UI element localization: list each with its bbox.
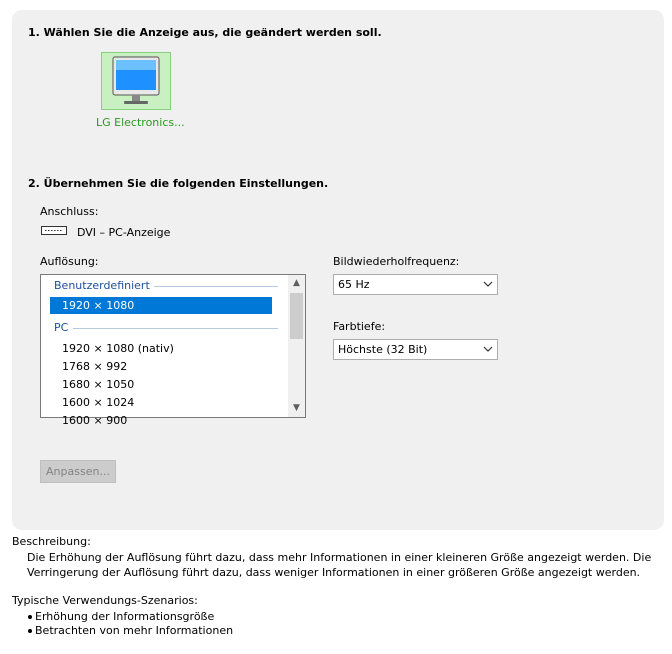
section-2-heading: 2. Übernehmen Sie die folgenden Einstellungen. bbox=[28, 177, 329, 190]
scenario-text: Erhöhung der Informationsgröße bbox=[35, 610, 215, 623]
description-line: Verringerung der Auflösung führt dazu, dass weniger Informationen in einer größeren Größe angezeigt werden. bbox=[27, 566, 641, 579]
list-item[interactable]: 1600 × 1024 bbox=[62, 396, 135, 409]
resolution-label: Auflösung: bbox=[40, 255, 99, 268]
list-item[interactable]: 1768 × 992 bbox=[62, 360, 128, 373]
list-item[interactable]: 1680 × 1050 bbox=[62, 378, 135, 391]
group-header-custom: Benutzerdefiniert bbox=[54, 279, 150, 292]
dvi-connector-icon bbox=[41, 226, 67, 235]
scroll-up-icon[interactable]: ▲ bbox=[293, 278, 300, 288]
scenarios-label: Typische Verwendungs-Szenarios: bbox=[12, 594, 198, 607]
scroll-thumb[interactable] bbox=[290, 293, 303, 339]
resolution-listbox[interactable] bbox=[40, 274, 306, 427]
group-header-pc: PC bbox=[54, 321, 69, 334]
description-line: Die Erhöhung der Auflösung führt dazu, dass mehr Informationen in einer kleineren Größe angezeigt werden. Die bbox=[27, 551, 652, 564]
display-tile[interactable] bbox=[101, 52, 171, 110]
connection-label: Anschluss: bbox=[40, 205, 99, 218]
refresh-rate-value: 65 Hz bbox=[338, 278, 370, 291]
scroll-down-icon[interactable]: ▼ bbox=[293, 403, 300, 413]
listbox-scrollbar[interactable] bbox=[288, 275, 305, 417]
list-item[interactable]: 1600 × 900 bbox=[62, 414, 128, 427]
refresh-rate-label: Bildwiederholfrequenz: bbox=[333, 255, 460, 268]
color-depth-dropdown[interactable] bbox=[333, 339, 498, 360]
bullet-icon bbox=[28, 629, 32, 633]
chevron-down-icon bbox=[483, 277, 493, 291]
group-divider bbox=[154, 286, 278, 287]
display-name-label[interactable]: LG Electronics... bbox=[96, 116, 185, 129]
connection-value: DVI – PC-Anzeige bbox=[77, 226, 171, 239]
customize-button[interactable]: Anpassen... bbox=[40, 460, 116, 483]
color-depth-label: Farbtiefe: bbox=[333, 320, 386, 333]
section-1-heading: 1. Wählen Sie die Anzeige aus, die geändert werden soll. bbox=[28, 26, 382, 39]
bullet-icon bbox=[28, 615, 32, 619]
monitor-icon bbox=[101, 52, 171, 110]
chevron-down-icon bbox=[483, 342, 493, 356]
scenario-item bbox=[28, 610, 214, 623]
scenario-item bbox=[28, 624, 233, 637]
scenario-text: Betrachten von mehr Informationen bbox=[35, 624, 234, 637]
description-label: Beschreibung: bbox=[12, 535, 91, 548]
list-item[interactable]: 1920 × 1080 bbox=[62, 299, 135, 312]
refresh-rate-dropdown[interactable] bbox=[333, 274, 498, 295]
group-divider bbox=[73, 328, 278, 329]
list-item[interactable]: 1920 × 1080 (nativ) bbox=[62, 342, 174, 355]
color-depth-value: Höchste (32 Bit) bbox=[338, 343, 428, 356]
